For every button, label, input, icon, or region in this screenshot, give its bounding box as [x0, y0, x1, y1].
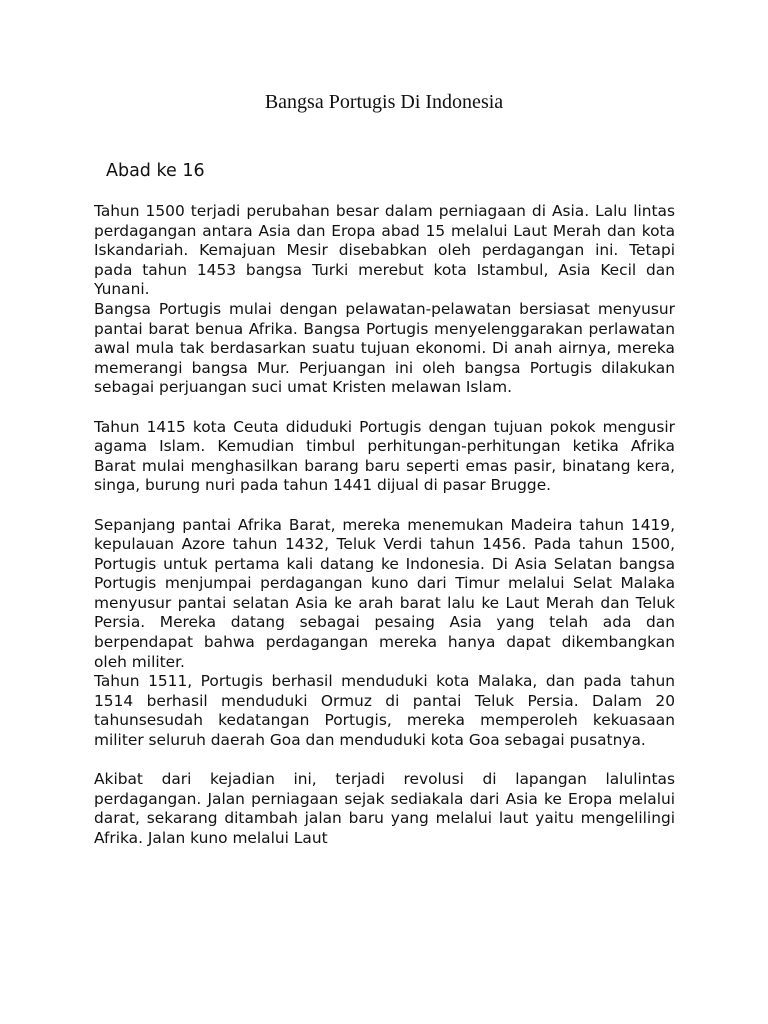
document-body: [94, 202, 675, 849]
document-title: Bangsa Portugis Di Indonesia: [264, 91, 504, 113]
paragraph-3: Tahun 1415 kota Ceuta diduduki Portugis dengan tujuan pokok mengusir agama Islam. Kemudian timbul perhitungan-perhitungan ketika Afrika Barat mulai menghasilkan barang baru seperti emas pasir, binatang kera, singa, burung nuri pada tahun 1441 dijual di pasar Brugge.: [94, 417, 675, 495]
paragraph-1: Tahun 1500 terjadi perubahan besar dalam perniagaan di Asia. Lalu lintas perdagangan antara Asia dan Eropa abad 15 melalui Laut Merah dan kota Iskandariah. Kemajuan Mesir disebabkan oleh perdagangan ini. Tetapi pada tahun 1453 bangsa Turki merebut kota Istambul, Asia Kecil dan Yunani.: [94, 202, 675, 299]
paragraph-4: Sepanjang pantai Afrika Barat, mereka menemukan Madeira tahun 1419, kepulauan Azore tahun 1432, Teluk Verdi tahun 1456. Pada tahun 1500, Portugis untuk pertama kali datang ke Indonesia. Di Asia Selatan bangsa Portugis menjumpai perdagangan kuno dari Timur melalui Selat Malaka menyusur pantai selatan Asia ke arah barat lalu ke Laut Merah dan Teluk Persia. Mereka datang sebagai pesaing Asia yang telah ada dan berpendapat bahwa perdagangan mereka hanya dapat dikembangkan oleh militer.: [94, 515, 675, 671]
paragraph-5: Tahun 1511, Portugis berhasil menduduki kota Malaka, dan pada tahun 1514 berhasil menduduki Ormuz di pantai Teluk Persia. Dalam 20 tahunsesudah kedatangan Portugis, mereka memperoleh kekuasaan militer seluruh daerah Goa dan menduduki kota Goa sebagai pusatnya.: [94, 672, 675, 750]
paragraph-6: Akibat dari kejadian ini, terjadi revolusi di lapangan lalulintas perdagangan. Jalan perniagaan sejak sediakala dari Asia ke Eropa melalui darat, sekarang ditambah jalan baru yang melalui laut yaitu mengelilingi Afrika. Jalan kuno melalui Laut: [94, 770, 675, 847]
section-heading: Abad ke 16: [106, 161, 205, 181]
paragraph-2: Bangsa Portugis mulai dengan pelawatan-pelawatan bersiasat menyusur pantai barat benua Afrika. Bangsa Portugis menyelenggarakan perlawatan awal mula tak berdasarkan suatu tujuan ekonomi. Di anah airnya, mereka memerangi bangsa Mur. Perjuangan ini oleh bangsa Portugis dilakukan sebagai perjuangan suci umat Kristen melawan Islam.: [94, 299, 675, 397]
